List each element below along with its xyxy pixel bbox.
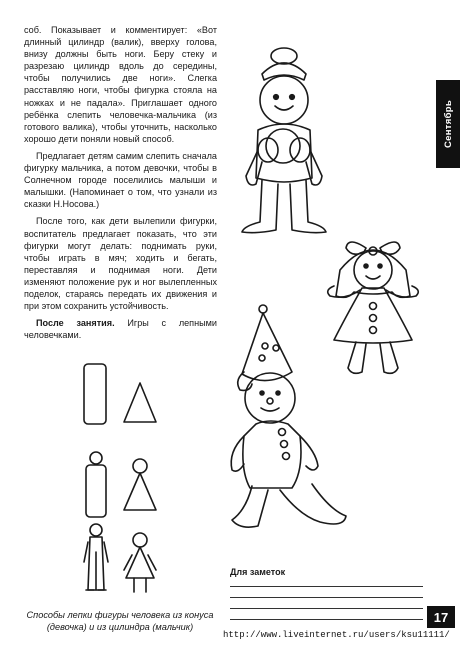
- girl-figure-illustration: [328, 242, 419, 373]
- notes-line: [230, 597, 423, 598]
- notes-line: [230, 608, 423, 609]
- notes-line: [230, 586, 423, 587]
- page-number: 17: [427, 606, 455, 628]
- after-lesson-text: Игры с лепными человечками.: [24, 318, 217, 341]
- clown-figure-illustration: [231, 305, 346, 527]
- boy-figure-illustration: [242, 48, 326, 233]
- cone-to-girl-steps: [124, 383, 156, 592]
- cylinder-to-boy-steps: [84, 364, 108, 590]
- paragraph-1: соб. Показывает и комментирует: «Вот длинный цилиндр (валик), вверху голова, внизу должны быть ноги. Беру стеку и разрезаю цилиндр вдоль до середины, чтобы получились две ноги». Слегка расставляю ноги, чтобы фигурка стояла на ножках и не падала». Приглашает одного ребёнка слепить человечка-мальчика (из готового валика), чтобы уточнить, насколько хорошо дети поняли новый способ.: [24, 25, 217, 144]
- notes-title: Для заметок: [230, 567, 286, 577]
- watermark-url: http://www.liveinternet.ru/users/ksu11111/: [223, 630, 450, 640]
- paragraph-2: Предлагает детям самим слепить сначала фигурку мальчика, а потом девочки, чтобы в Солнечном городе поселились малыши и малышки. (Напоминает о том, что узнали из сказки Н.Носова.): [24, 150, 217, 210]
- notes-line: [230, 619, 423, 620]
- paragraph-3: После того, как дети вылепили фигурки, воспитатель предлагает показать, что эти фигурки могут делать: поднимать руки, чтобы играть в мяч; ходить и бегать, переставляя и поднимая ноги. Дети изменяют положение рук и ног вылепленных поделок, стараясь передать их движения и при этом сохранить устойчивость.: [24, 216, 217, 312]
- after-lesson-label: После занятия.: [36, 318, 115, 329]
- month-tab-label: Сентябрь: [442, 100, 454, 148]
- figure-caption: Способы лепки фигуры человека из конуса (девочка) и из цилиндра (мальчик): [26, 610, 214, 632]
